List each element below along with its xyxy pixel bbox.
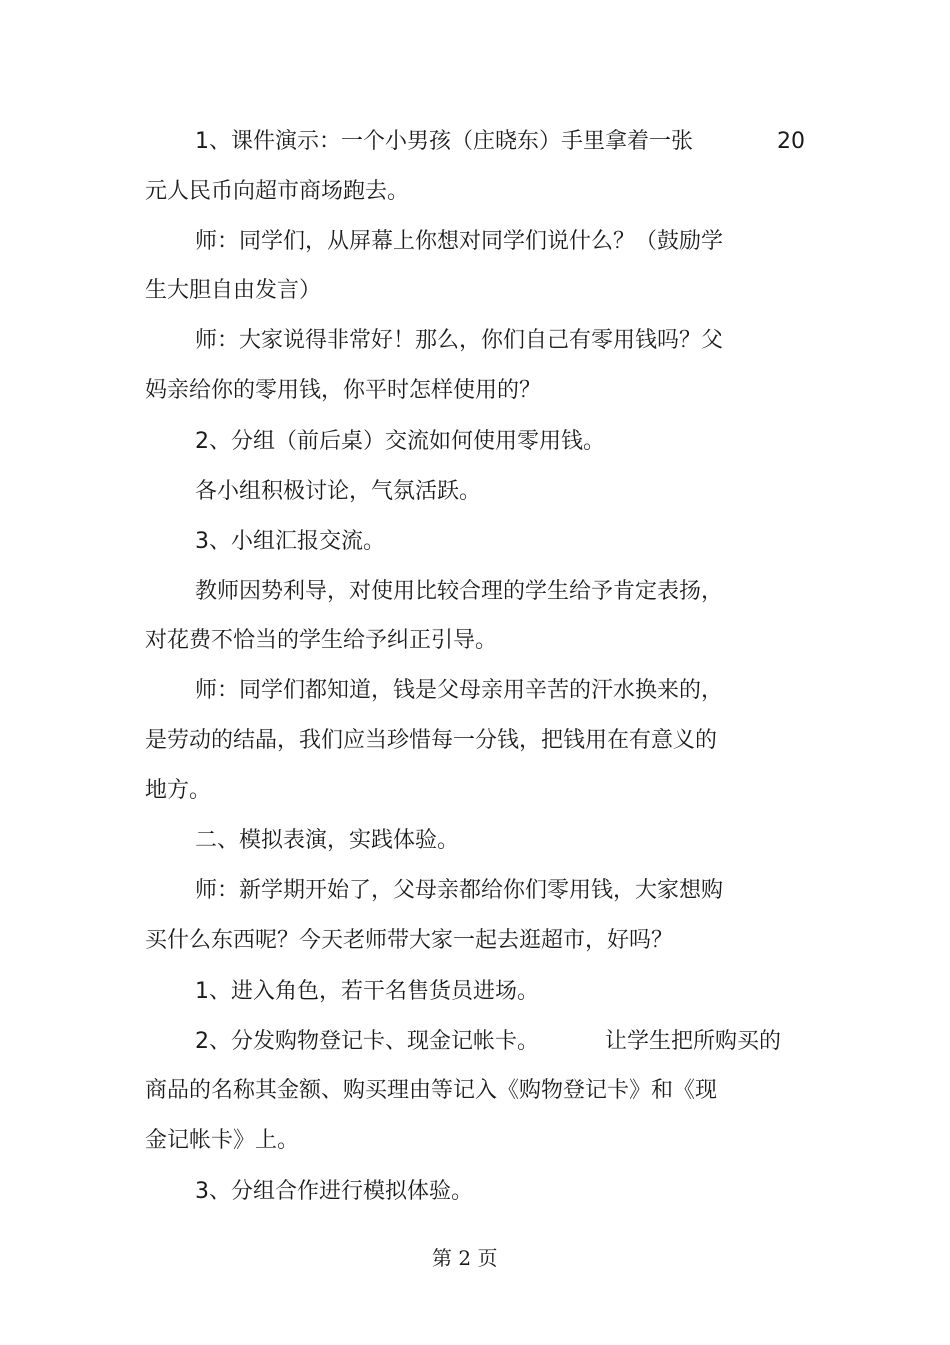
text-line: 让学生把所购买的	[605, 1029, 782, 1054]
text-line: 师：同学们都知道，钱是父母亲用辛苦的汗水换来的，	[195, 678, 724, 703]
text-line: 教师因势利导，对使用比较合理的学生给予肯定表扬，	[195, 579, 724, 604]
text-line: 3、分组合作进行模拟体验。	[195, 1179, 473, 1204]
section-heading: 二、模拟表演，实践体验。	[195, 828, 460, 853]
text-line: 元人民币向超市商场跑去。	[145, 179, 410, 204]
text-line: 金记帐卡》上。	[145, 1128, 300, 1153]
text-line: 妈亲给你的零用钱，你平时怎样使用的？	[145, 378, 542, 403]
text-line: 2、分发购物登记卡、现金记帐卡。	[195, 1029, 539, 1054]
text-line: 2、分组（前后桌）交流如何使用零用钱。	[195, 429, 605, 454]
text-line: 是劳动的结晶，我们应当珍惜每一分钱，把钱用在有意义的	[145, 728, 718, 753]
text-line: 买什么东西呢？今天老师带大家一起去逛超市，好吗？	[145, 928, 674, 953]
text-line: 20	[777, 129, 805, 154]
text-line: 生大胆自由发言）	[145, 278, 322, 303]
text-line: 地方。	[145, 778, 212, 803]
text-line: 3、小组汇报交流。	[195, 529, 385, 554]
text-line: 师：同学们，从屏幕上你想对同学们说什么？（鼓励学	[195, 229, 724, 254]
text-line: 师：大家说得非常好！那么，你们自己有零用钱吗？父	[195, 328, 724, 353]
text-line: 各小组积极讨论，气氛活跃。	[195, 479, 482, 504]
text-line: 1、进入角色，若干名售货员进场。	[195, 979, 539, 1004]
text-line: 商品的名称其金额、购买理由等记入《购物登记卡》和《现	[145, 1078, 718, 1103]
text-line: 对花费不恰当的学生给予纠正引导。	[145, 628, 498, 653]
text-line: 师：新学期开始了，父母亲都给你们零用钱，大家想购	[195, 878, 724, 903]
page-number: 第 2 页	[432, 1246, 498, 1270]
text-line: 1、课件演示：一个小男孩（庄晓东）手里拿着一张	[195, 129, 693, 154]
